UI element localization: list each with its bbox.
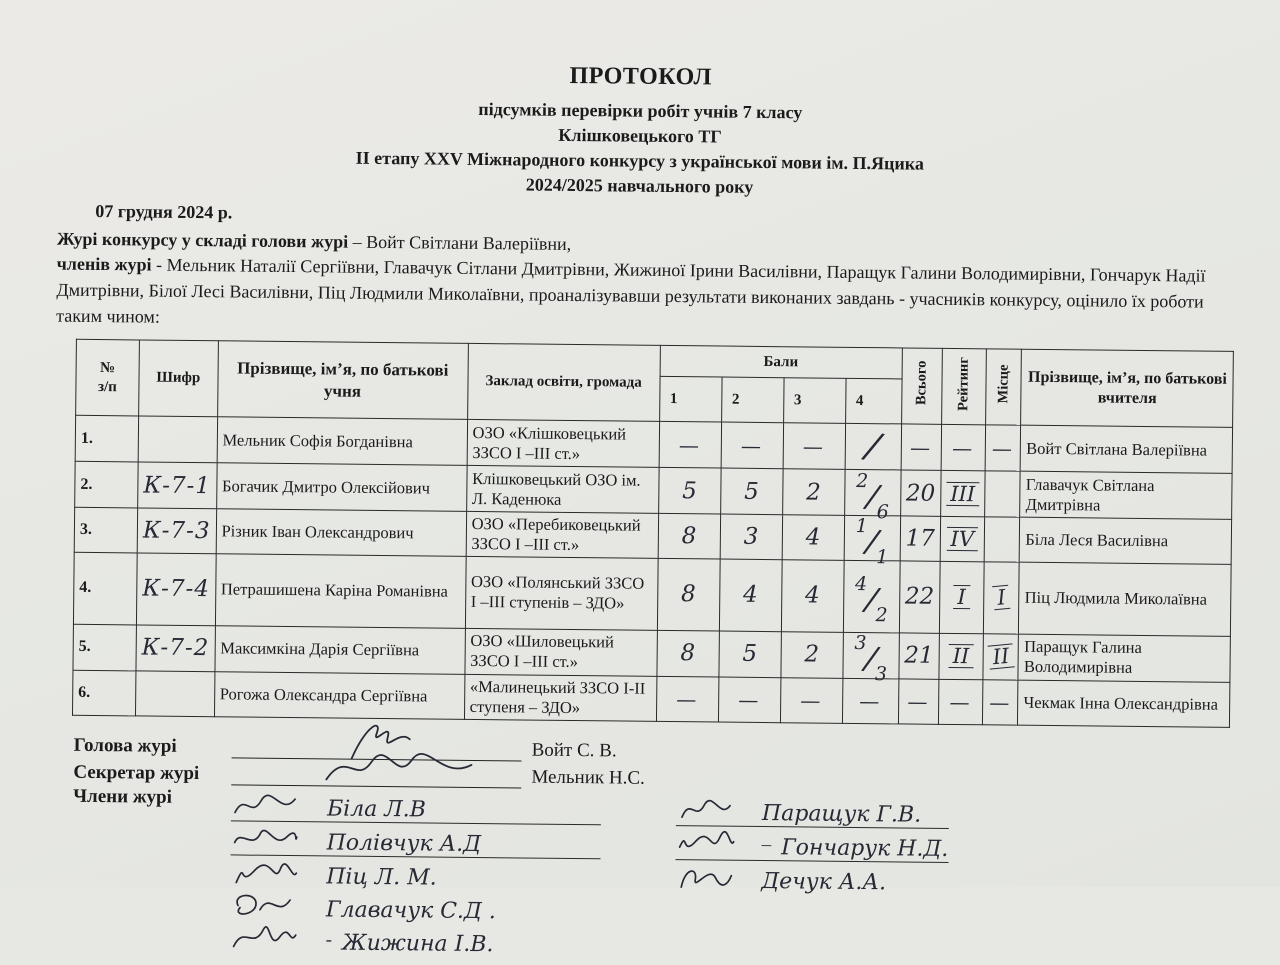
signature-squiggle xyxy=(231,790,301,821)
cell-rating xyxy=(941,470,985,516)
handwritten-cipher: К-7-2 xyxy=(141,634,210,662)
cell-school: «Малинецький ЗЗСО І-ІІ ступеня – ЗДО» xyxy=(464,674,656,721)
col-header-score4: 4 xyxy=(845,378,901,424)
subtitle-line: 2024/2025 навчального року xyxy=(525,174,754,198)
cell-place xyxy=(984,471,1020,517)
cell-rating xyxy=(939,561,984,633)
handwritten-cipher: К-7-1 xyxy=(143,472,212,499)
handwritten-total: 22 xyxy=(904,583,935,610)
cell-place xyxy=(983,633,1019,679)
cell-score3 xyxy=(783,423,845,470)
handwritten-rating: ІІ xyxy=(949,644,974,668)
member-signature-entry xyxy=(231,787,601,825)
cell-score4 xyxy=(844,514,900,569)
cell-score1 xyxy=(657,630,719,677)
handwritten-rating: — xyxy=(949,689,972,714)
cell-score4 xyxy=(842,678,898,724)
cell-score4 xyxy=(843,632,899,686)
cell-score1 xyxy=(657,558,720,631)
handwritten-score-fraction xyxy=(854,573,888,627)
handwritten-score: — xyxy=(800,688,823,713)
fraction-numerator: 2 xyxy=(856,469,869,492)
signature-squiggle xyxy=(321,749,481,791)
signature-squiggle xyxy=(676,795,736,826)
cell-place xyxy=(983,561,1019,633)
handwritten-score: 3 xyxy=(743,523,759,550)
handwritten-rating: І xyxy=(953,585,970,609)
handwritten-rating: — xyxy=(952,435,975,460)
table-header-row xyxy=(76,339,1234,382)
cell-score3 xyxy=(781,559,844,632)
handwritten-total: — xyxy=(909,435,933,460)
handwritten-score: — xyxy=(859,688,882,713)
col-header-rating-label: Рейтинг xyxy=(955,356,973,411)
member-signature-entry xyxy=(230,855,600,892)
cell-teacher: Чекмак Інна Олександрівна xyxy=(1018,680,1230,727)
cell-student: Богачик Дмитро Олексійович xyxy=(216,463,466,512)
handwritten-score: — xyxy=(676,686,699,711)
handwritten-score: 4 xyxy=(804,582,820,609)
secretary-name: Мельник Н.С. xyxy=(531,766,645,789)
signature-squiggle xyxy=(230,858,300,889)
cell-score2 xyxy=(720,468,782,515)
cell-score4 xyxy=(843,560,900,633)
cell-school: ОЗО «Шиловецький ЗЗСО І –ІІІ ст.» xyxy=(465,628,657,676)
subtitle-line: підсумків перевірки робіт учнів 7 класу xyxy=(478,98,803,122)
fraction-denominator: 1 xyxy=(876,546,889,569)
cell-score2 xyxy=(719,631,781,678)
col-header-num xyxy=(76,339,140,416)
signature-squiggle xyxy=(230,920,300,955)
member-handwritten-name: Біла Л.В xyxy=(326,796,426,823)
handwritten-place: ІІ xyxy=(987,644,1014,670)
member-handwritten-name: Главачук С.Д . xyxy=(325,897,496,924)
handwritten-total: 17 xyxy=(905,525,935,552)
cell-cipher xyxy=(138,416,217,463)
cell-student: Рогожа Олександра Сергіївна xyxy=(214,671,464,719)
col-header-num-top: № xyxy=(100,359,116,377)
handwritten-score: 5 xyxy=(682,477,697,504)
signature-squiggle xyxy=(675,863,735,894)
handwritten-score: — xyxy=(678,432,702,457)
handwritten-score: 8 xyxy=(680,640,696,667)
members-column-left xyxy=(230,787,602,958)
cell-rating xyxy=(938,679,982,724)
cell-num: 2. xyxy=(75,461,138,508)
cell-teacher: Войт Світлана Валеріївна xyxy=(1020,425,1232,473)
handwritten-score-fraction xyxy=(855,514,889,569)
cell-student: Петрашишена Каріна Романівна xyxy=(215,553,466,628)
cell-score3 xyxy=(782,469,844,516)
col-header-student: Прізвище, ім’я, по батькові учня xyxy=(217,341,468,420)
fraction-numerator: 1 xyxy=(855,514,868,537)
signature-squiggle xyxy=(676,829,736,860)
col-header-score1: 1 xyxy=(659,376,721,422)
signature-block xyxy=(72,729,1274,965)
cell-school: ОЗО «Полянський ЗЗСО І –ІІІ ступенів – ЗДО» xyxy=(465,556,658,630)
subtitle-line: ІІ етапу XXV Міжнародного конкурсу з української мови ім. П.Яцика xyxy=(355,147,925,174)
cell-teacher: Піц Людмила Миколаївна xyxy=(1019,562,1232,636)
member-signature-entry xyxy=(230,921,600,958)
cell-cipher xyxy=(136,553,215,626)
col-header-total xyxy=(901,348,942,424)
member-signature-entry xyxy=(676,792,949,829)
fraction-denominator: 6 xyxy=(876,500,889,523)
handwritten-place: — xyxy=(991,435,1015,461)
handwritten-score: — xyxy=(740,433,764,458)
cell-num: 3. xyxy=(74,507,137,552)
cell-score1 xyxy=(658,513,720,558)
cell-place xyxy=(985,425,1021,471)
handwritten-total: 21 xyxy=(904,642,934,669)
results-table xyxy=(72,339,1234,728)
cell-student: Різник Іван Олександрович xyxy=(216,509,466,556)
cell-school: ОЗО «Клішковецький ЗЗСО І –ІІІ ст.» xyxy=(467,419,659,467)
cell-total xyxy=(898,679,939,724)
document-header xyxy=(0,54,1280,206)
cell-score1 xyxy=(656,676,718,722)
subtitle-line: Клішковецького ТГ xyxy=(558,124,722,147)
handwritten-score: 4 xyxy=(805,524,821,551)
handwritten-slash-mark: / xyxy=(862,425,884,469)
cell-num: 5. xyxy=(73,624,136,671)
intro-paragraph xyxy=(56,199,1222,341)
cell-cipher xyxy=(138,462,217,509)
intro-lead-bold: Журі конкурсу у складі голови журі xyxy=(56,228,349,252)
dash-mark: – xyxy=(761,833,772,855)
fraction-numerator: 3 xyxy=(854,632,867,655)
handwritten-score: 8 xyxy=(681,523,697,550)
col-header-total-label: Всього xyxy=(913,361,930,406)
cell-cipher xyxy=(135,671,214,717)
intro-members-rest: - Мельник Наталії Сергіївни, Главачук Сітлани Дмитрівни, Жижиної Ірини Василівни, Паращук Галини Володимирівни, Гончарук Надії Дмитрівни, Білої Лесі Василівни, Піц Людмили Миколаївни, проаналізувавши результати виконаних завдань - учасників конкурсу, оцінило їх роботи таким чином: xyxy=(56,255,1206,327)
cell-score2 xyxy=(720,514,782,559)
fraction-denominator: 2 xyxy=(875,604,888,627)
cell-score4 xyxy=(844,469,900,523)
handwritten-cipher: К-7-3 xyxy=(142,517,211,545)
cell-cipher xyxy=(137,508,216,553)
dash-mark: - xyxy=(325,929,333,951)
col-header-place xyxy=(985,349,1021,425)
member-handwritten-name: Жижина І.В. xyxy=(341,930,494,957)
cell-score2 xyxy=(718,677,780,723)
handwritten-score: 4 xyxy=(742,581,758,609)
member-handwritten-name: Паращук Г.В. xyxy=(761,800,922,828)
col-header-rating xyxy=(941,348,986,424)
handwritten-score-fraction xyxy=(854,632,888,686)
member-handwritten-name: Піц Л. М. xyxy=(326,864,437,891)
handwritten-place: І xyxy=(992,585,1010,610)
handwritten-score: 8 xyxy=(680,581,696,608)
cell-total xyxy=(901,424,942,470)
fraction-numerator: 4 xyxy=(854,573,868,596)
col-header-cipher: Шифр xyxy=(139,340,218,417)
handwritten-total: 20 xyxy=(905,480,936,507)
cell-score1 xyxy=(658,467,720,514)
handwritten-total: — xyxy=(907,689,930,714)
member-signature-entry xyxy=(675,860,948,896)
fraction-slash: / xyxy=(863,521,881,561)
cell-total xyxy=(900,516,941,561)
cell-score2 xyxy=(721,422,783,469)
fraction-slash: / xyxy=(864,476,881,516)
head-of-jury-name: Войт С. В. xyxy=(531,739,617,762)
intro-lead-rest: – Войт Світлани Валеріївни, xyxy=(348,231,572,254)
cell-num: 1. xyxy=(75,415,138,462)
cell-rating xyxy=(940,516,984,561)
cell-score3 xyxy=(782,515,844,560)
member-signature-entry xyxy=(230,888,600,925)
col-header-place-label: Місце xyxy=(995,364,1012,404)
cell-score3 xyxy=(781,631,843,678)
cell-total xyxy=(900,470,941,516)
table-row xyxy=(73,552,1231,636)
cell-score4 xyxy=(845,423,901,470)
head-of-jury-label: Голова журі xyxy=(73,734,177,757)
col-header-num-bottom: з/п xyxy=(97,378,117,395)
handwritten-score-fraction xyxy=(856,469,889,523)
handwritten-cipher: К-7-4 xyxy=(142,575,211,603)
cell-teacher: Паращук Галина Володимирівна xyxy=(1018,634,1230,682)
cell-num: 4. xyxy=(73,552,137,625)
members-label: Члени журі xyxy=(73,785,173,808)
signature-line xyxy=(231,760,521,788)
fraction-slash: / xyxy=(862,638,879,678)
cell-teacher: Біла Леся Василівна xyxy=(1020,517,1232,564)
fraction-slash: / xyxy=(863,579,880,619)
page-title: ПРОТОКОЛ xyxy=(569,62,713,91)
handwritten-place: — xyxy=(989,690,1012,715)
members-column-right xyxy=(674,792,948,962)
handwritten-score: 2 xyxy=(806,479,821,506)
handwritten-score: 5 xyxy=(742,640,758,668)
member-handwritten-name: Гончарук Н.Д. xyxy=(781,834,949,862)
cell-student: Максимкіна Дарія Сергіївна xyxy=(215,625,465,674)
handwritten-score: — xyxy=(802,433,826,459)
cell-school: ОЗО «Перебиковецький ЗЗСО І –ІІІ ст.» xyxy=(466,511,658,558)
fraction-denominator: 3 xyxy=(874,663,888,686)
cell-school: Клішковецький ОЗО ім. Л. Каденюка xyxy=(466,465,658,513)
handwritten-score: 5 xyxy=(744,478,759,505)
handwritten-rating: ІІІ xyxy=(946,481,979,505)
cell-score3 xyxy=(780,677,842,723)
member-handwritten-name: Полівчук А.Д xyxy=(326,830,482,857)
member-signature-entry xyxy=(231,821,601,859)
col-header-score2: 2 xyxy=(721,377,783,423)
cell-score2 xyxy=(719,559,782,632)
members-signatures xyxy=(72,785,1274,965)
col-header-teacher: Прізвище, ім’я, по батькові вчителя xyxy=(1021,349,1234,427)
cell-total xyxy=(899,633,940,679)
cell-score1 xyxy=(659,421,721,468)
cell-rating xyxy=(939,633,983,679)
member-handwritten-name: Дечук А.А. xyxy=(761,868,887,895)
cell-place xyxy=(984,517,1020,562)
col-header-school: Заклад освіти, громада xyxy=(467,343,660,421)
member-signature-entry xyxy=(676,826,949,863)
handwritten-score: — xyxy=(738,687,761,712)
handwritten-score: 2 xyxy=(804,641,820,668)
cell-student: Мельник Софія Богданівна xyxy=(217,417,467,466)
cell-num: 6. xyxy=(72,670,135,716)
handwritten-rating: ІV xyxy=(946,527,978,551)
date-line: 07 грудня 2024 р. xyxy=(95,201,233,223)
col-header-score3: 3 xyxy=(783,378,845,424)
cell-teacher: Главачук Світлана Дмитрівна xyxy=(1020,471,1232,519)
cell-place xyxy=(982,679,1018,724)
cell-cipher xyxy=(136,625,215,672)
cell-rating xyxy=(941,424,985,470)
signature-squiggle xyxy=(231,824,301,855)
intro-members-bold: членів журі xyxy=(56,254,152,276)
secretary-label: Секретар журі xyxy=(73,761,200,784)
col-header-scores-group: Бали xyxy=(660,345,902,379)
cell-total xyxy=(899,561,940,633)
signature-squiggle xyxy=(230,889,300,922)
